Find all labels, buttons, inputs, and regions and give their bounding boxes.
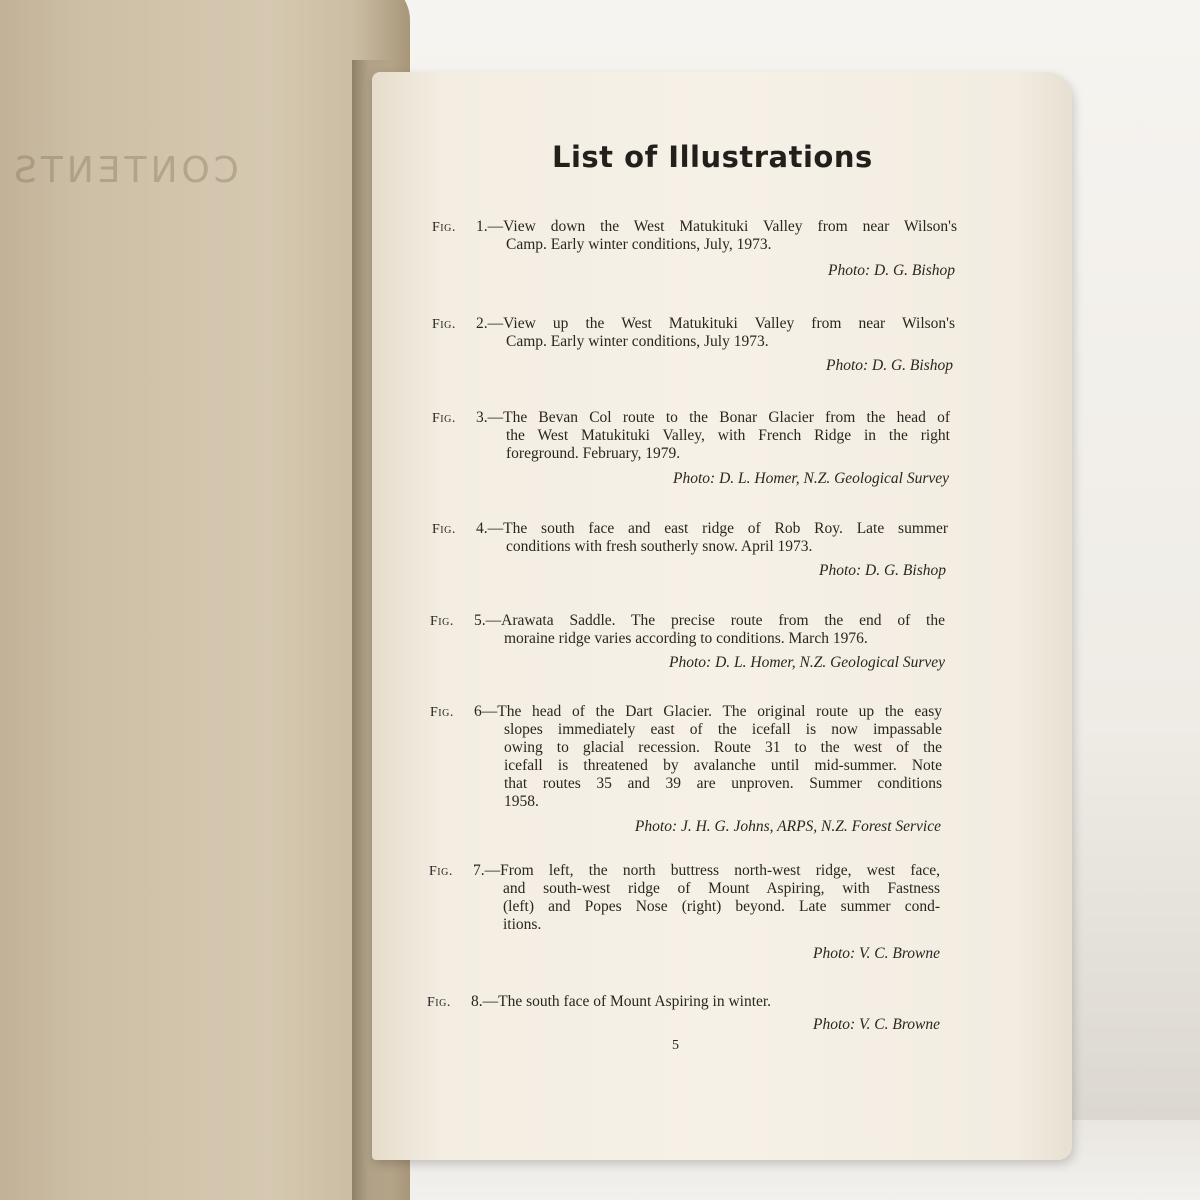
caption-line: Camp. Early winter conditions, July, 1973. <box>506 236 772 253</box>
caption-line: moraine ridge varies according to conditions. March 1976. <box>504 630 868 647</box>
caption-line: 1958. <box>504 793 539 810</box>
caption-line: 3.—The Bevan Col route to the Bonar Glacier from the head of <box>476 409 950 426</box>
bleed-through-text: CONTENTS <box>10 150 239 191</box>
caption-line: Camp. Early winter conditions, July 1973. <box>506 333 769 350</box>
caption-line: 7.—From left, the north buttress north-west ridge, west face, <box>473 862 940 879</box>
figure-caption <box>476 409 950 463</box>
figure-label: Fig. <box>432 411 456 426</box>
figure-caption <box>473 862 940 934</box>
page-title: List of Illustrations <box>552 140 873 174</box>
caption-line: foreground. February, 1979. <box>506 445 681 462</box>
caption-line: the West Matukituki Valley, with French Ridge in the right <box>506 427 950 444</box>
figure-label: Fig. <box>427 995 451 1010</box>
figure-caption <box>471 993 939 1011</box>
photo-credit: Photo: D. L. Homer, N.Z. Geological Survey <box>673 470 949 487</box>
figure-label: Fig. <box>430 614 454 629</box>
caption-line: conditions with fresh southerly snow. April 1973. <box>506 538 813 555</box>
photo-credit: Photo: J. H. G. Johns, ARPS, N.Z. Forest Service <box>634 818 941 835</box>
figure-label: Fig. <box>430 705 454 720</box>
caption-line: 4.—The south face and east ridge of Rob Roy. Late summer <box>476 520 948 537</box>
photo-credit: Photo: D. L. Homer, N.Z. Geological Survey <box>669 654 945 671</box>
left-page <box>0 0 410 1200</box>
caption-line: icefall is threatened by avalanche until mid-summer. Note <box>504 757 942 774</box>
caption-line: owing to glacial recession. Route 31 to the west of the <box>504 739 942 756</box>
figure-caption <box>474 703 942 811</box>
figure-label: Fig. <box>432 220 456 235</box>
photo-credit: Photo: D. G. Bishop <box>825 357 953 374</box>
photo-credit: Photo: D. G. Bishop <box>827 262 955 279</box>
page-number: 5 <box>672 1038 679 1053</box>
figure-caption <box>476 520 948 556</box>
caption-line: 5.—Arawata Saddle. The precise route from the end of the <box>474 612 945 629</box>
figure-caption <box>476 315 955 351</box>
photo-credit: Photo: V. C. Browne <box>812 1016 940 1033</box>
caption-line: 1.—View down the West Matukituki Valley from near Wilson's <box>476 218 957 235</box>
caption-line: and south-west ridge of Mount Aspiring, with Fastness <box>503 880 940 897</box>
figure-label: Fig. <box>429 864 453 879</box>
caption-line: (left) and Popes Nose (right) beyond. Late summer cond- <box>503 898 940 915</box>
caption-line: 2.—View up the West Matukituki Valley from near Wilson's <box>476 315 955 332</box>
figure-caption <box>474 612 945 648</box>
caption-line: slopes immediately east of the icefall is now impassable <box>504 721 942 738</box>
caption-line: itions. <box>503 916 542 933</box>
caption-line: that routes 35 and 39 are unproven. Summer conditions <box>504 775 942 792</box>
figure-label: Fig. <box>432 522 456 537</box>
photo-credit: Photo: V. C. Browne <box>812 945 940 962</box>
caption-line: 8.—The south face of Mount Aspiring in winter. <box>471 993 772 1010</box>
figure-label: Fig. <box>432 317 456 332</box>
photo-credit: Photo: D. G. Bishop <box>818 562 946 579</box>
figure-caption <box>476 218 957 254</box>
caption-line: 6—The head of the Dart Glacier. The original route up the easy <box>474 703 942 720</box>
